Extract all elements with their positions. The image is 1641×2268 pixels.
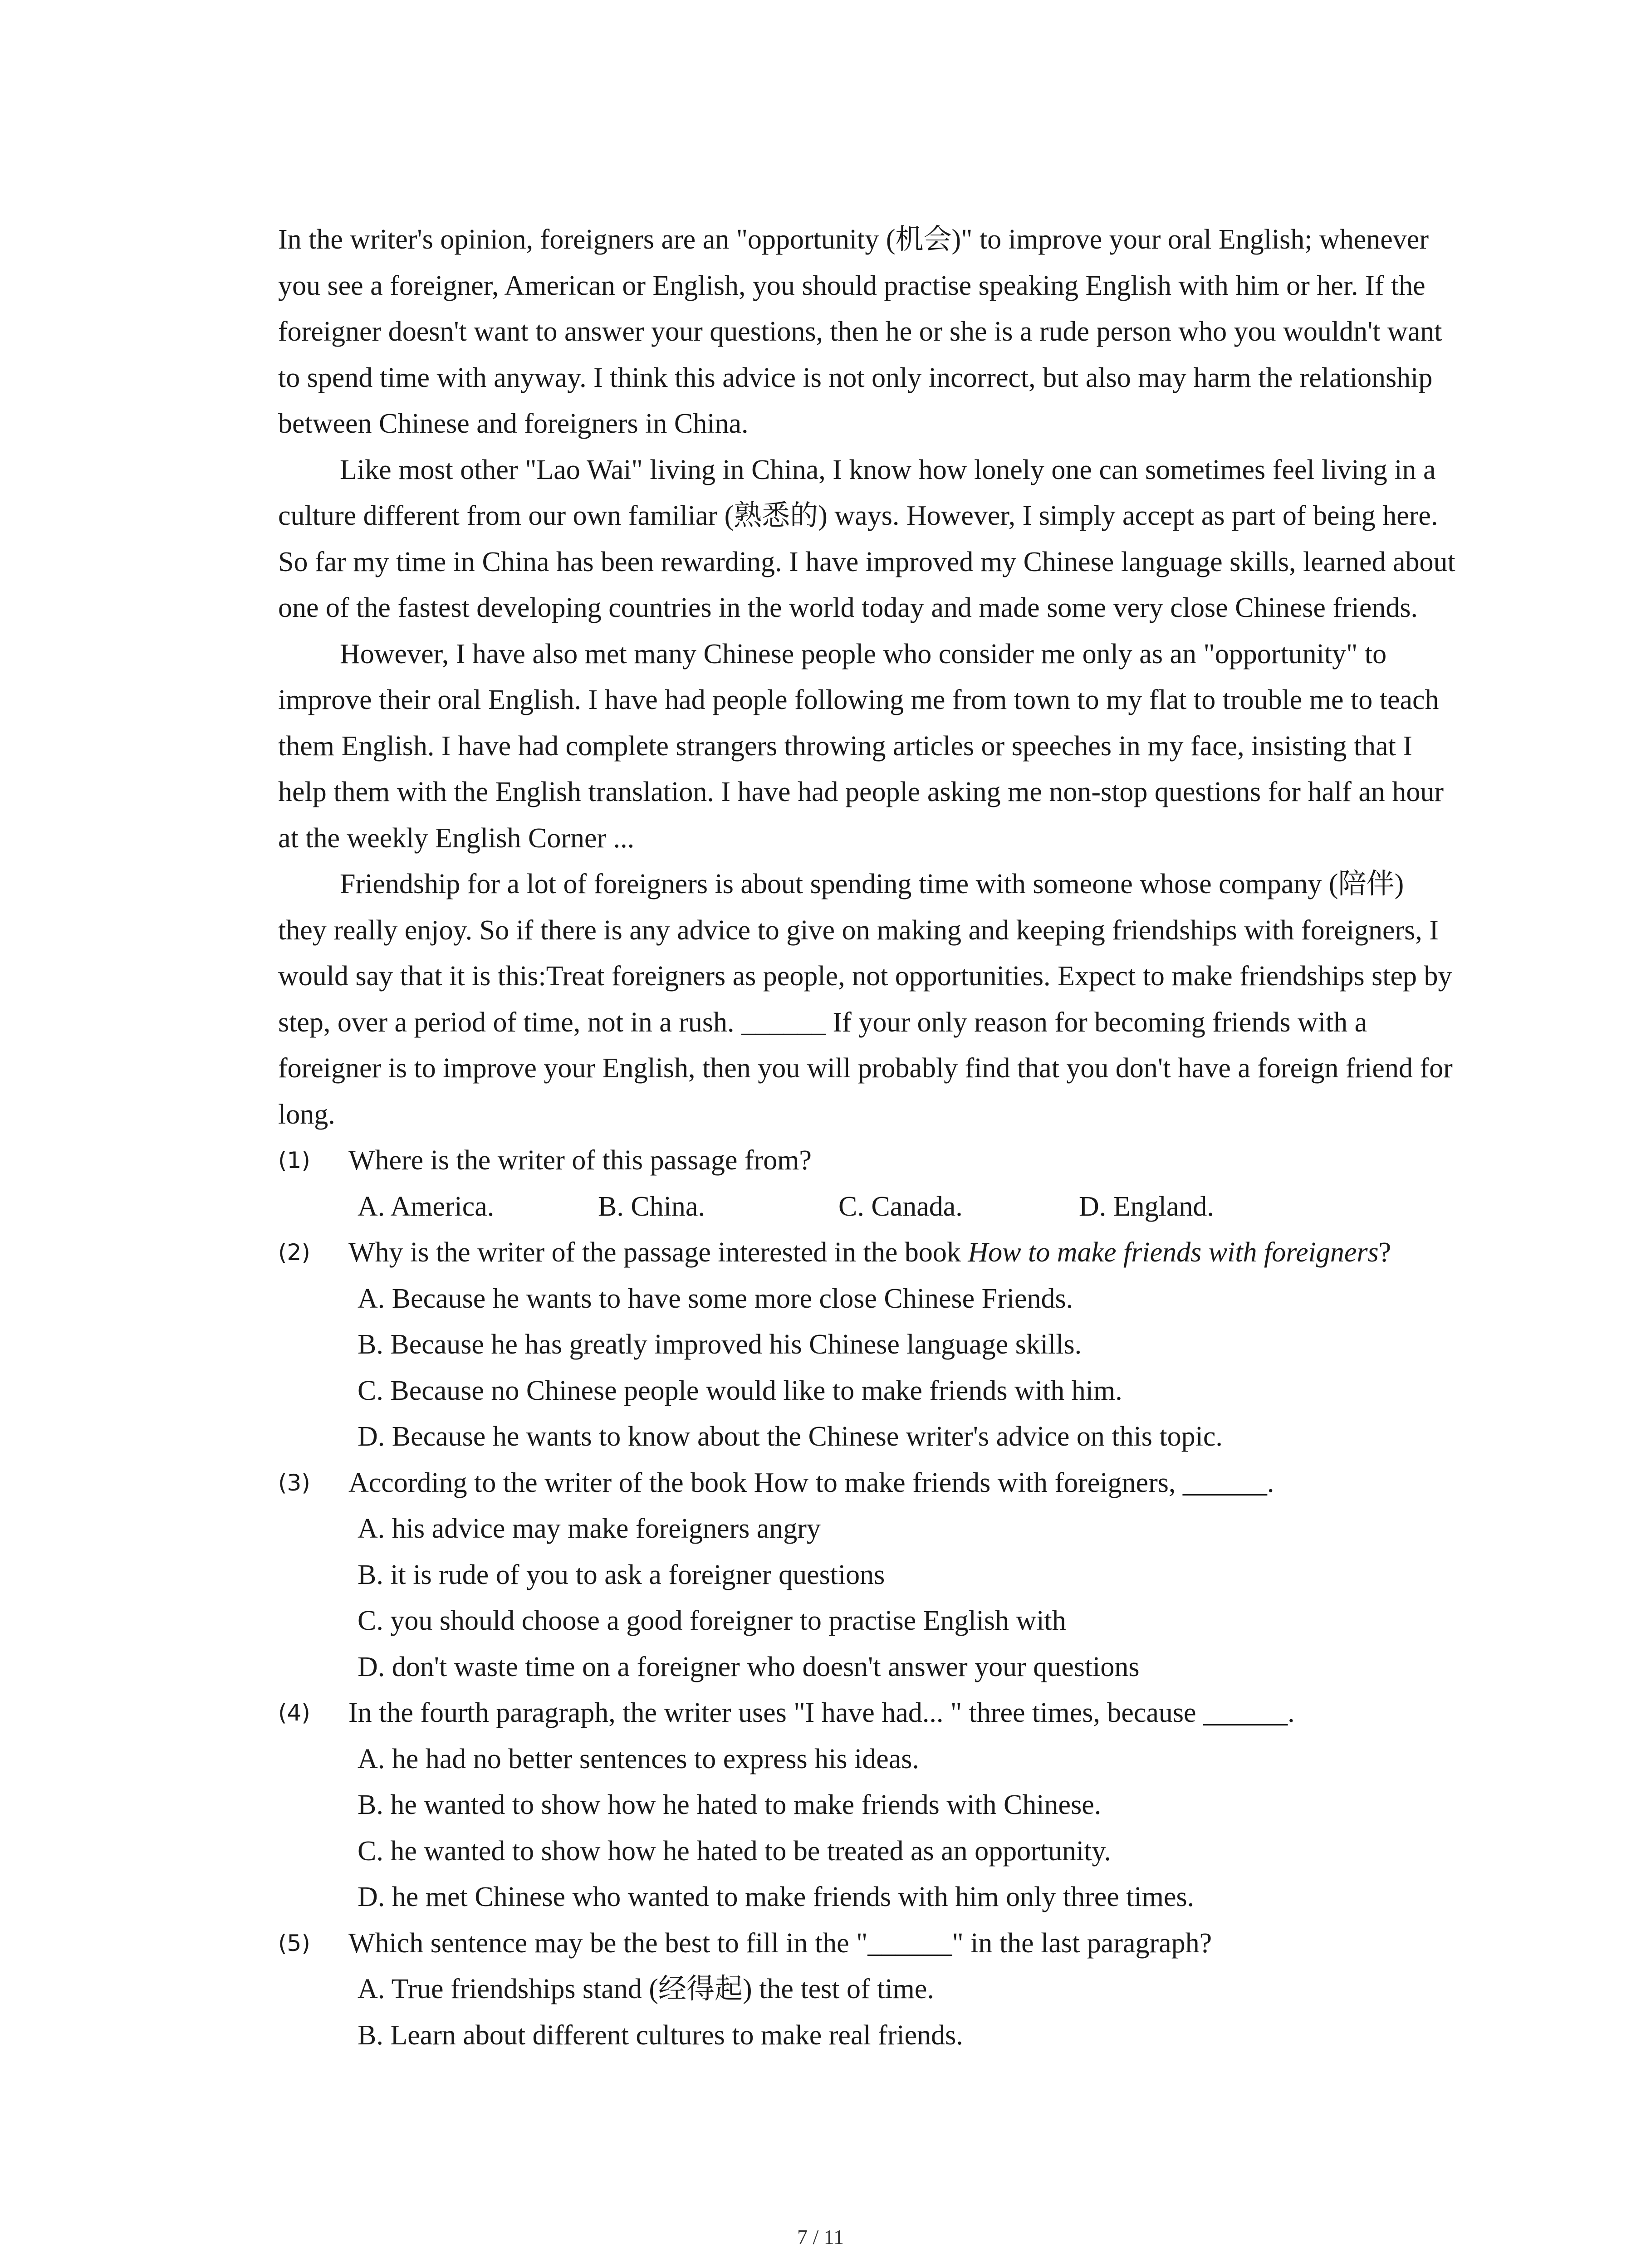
question-3 [278,1460,1458,1506]
question-number: (1) [278,1147,310,1173]
passage-paragraph-2: Like most other "Lao Wai" living in China, I know how lonely one can sometimes feel living in a culture different from our own familiar (熟悉的) ways. However, I simply accept as part of being here. So far my time in China has been rewarding. I have improved my Chinese language skills, learned about one of the fastest developing countries in the world today and made some very close Chinese friends. [278,454,1455,623]
passage-paragraph-3: However, I have also met many Chinese people who consider me only as an "opportunity" to improve their oral English. I have had people following me from town to my flat to trouble me to teach them English. I have had complete strangers throwing articles or speeches in my face, insisting that I help them with the English translation. I have had people asking me non-stop questions for half an hour at the weekly English Corner ... [278,638,1444,854]
question-2-options [278,1276,1458,1460]
option-d: D. Because he wants to know about the Chinese writer's advice on this topic. [358,1421,1223,1452]
question-number: (2) [278,1239,310,1266]
option-d: D. don't waste time on a foreigner who doesn't answer your questions [358,1651,1140,1682]
option-b: B. it is rude of you to ask a foreigner questions [358,1559,885,1590]
option-d: D. he met Chinese who wanted to make friends with him only three times. [358,1882,1195,1912]
option-d: D. England. [1079,1191,1214,1222]
question-1-options [278,1184,1458,1230]
question-stem: In the fourth paragraph, the writer uses "I have had... " three times, because ______. [348,1697,1295,1728]
option-a: A. he had no better sentences to express his ideas. [358,1743,919,1774]
question-number: (4) [278,1700,310,1726]
option-b: B. he wanted to show how he hated to make friends with Chinese. [358,1789,1102,1820]
option-c: C. Canada. [838,1191,963,1222]
option-c: C. Because no Chinese people would like to make friends with him. [358,1375,1122,1406]
question-stem-end: ? [1378,1237,1391,1268]
option-c: C. he wanted to show how he hated to be treated as an opportunity. [358,1835,1111,1867]
question-5-options [278,1966,1458,2058]
question-4 [278,1690,1458,1736]
question-2 [278,1230,1458,1276]
option-b: B. China. [598,1191,705,1222]
book-title: How to make friends with foreigners [968,1237,1379,1268]
question-1 [278,1138,1458,1184]
question-stem: Where is the writer of this passage from? [348,1145,812,1176]
question-list [278,1138,1458,2058]
option-a: A. his advice may make foreigners angry [358,1513,821,1544]
option-a: A. True friendships stand (经得起) the test of time. [358,1974,934,2004]
question-stem [348,1237,1391,1268]
option-b: B. Because he has greatly improved his Chinese language skills. [358,1329,1082,1360]
question-4-options [278,1736,1458,1921]
option-b: B. Learn about different cultures to make real friends. [358,2019,963,2051]
question-3-options [278,1506,1458,1690]
option-a: A. America. [358,1191,495,1222]
question-5 [278,1921,1458,1967]
page-number: 7 / 11 [797,2225,844,2248]
content-area [278,217,1458,2058]
question-number: (5) [278,1930,310,1956]
option-c: C. you should choose a good foreigner to practise English with [358,1605,1066,1636]
question-stem: Which sentence may be the best to fill in the "______" in the last paragraph? [348,1927,1212,1959]
option-a: A. Because he wants to have some more close Chinese Friends. [358,1283,1073,1314]
passage-paragraph-4: Friendship for a lot of foreigners is about spending time with someone whose company (陪伴) they really enjoy. So if there is any advice to give on making and keeping friendships with foreigners, I would say that it is this:Treat foreigners as people, not opportunities. Expect to make friendships step by step, over a period of time, not in a rush. ______ If your only reason for becoming friends with a foreigner is to improve your English, then you will probably find that you don't have a foreign friend for long. [278,869,1453,1130]
passage-paragraph-1: In the writer's opinion, foreigners are an "opportunity (机会)" to improve your oral English; whenever you see a foreigner, American or English, you should practise speaking English with him or her. If the foreigner doesn't want to answer your questions, then he or she is a rude person who you wouldn't want to spend time with anyway. I think this advice is not only incorrect, but also may harm the relationship between Chinese and foreigners in China. [278,224,1442,439]
question-stem: According to the writer of the book How to make friends with foreigners, ______. [348,1467,1274,1498]
question-number: (3) [278,1469,310,1496]
question-stem-text: Why is the writer of the passage interested in the book [348,1237,968,1268]
